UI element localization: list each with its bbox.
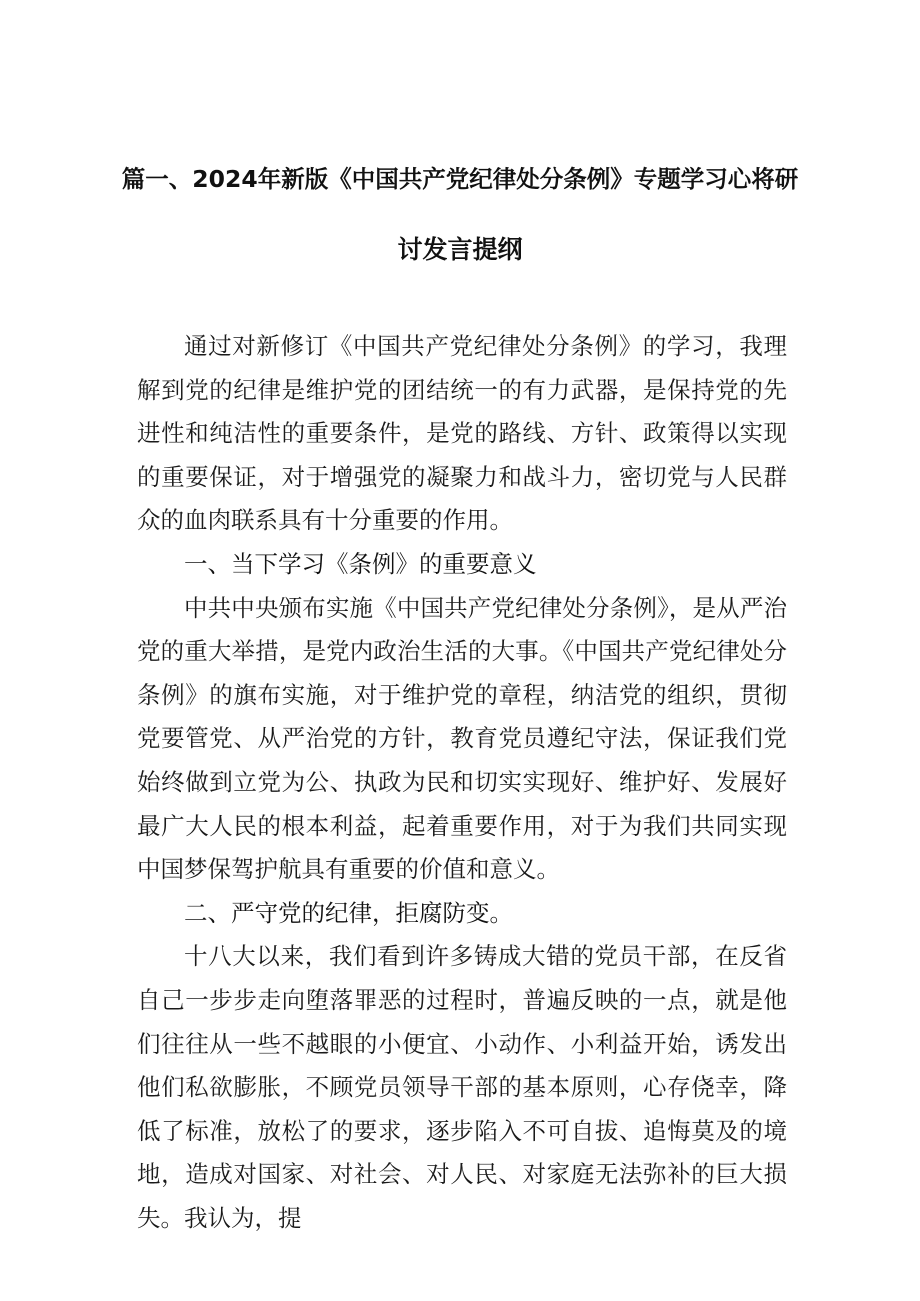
section-heading-1: 一、当下学习《条例》的重要意义 bbox=[184, 549, 537, 578]
section-2-paragraph: 十八大以来，我们看到许多铸成大错的党员干部，在反省自己一步步走向堕落罪恶的过程时，普遍反映的一点，就是他们往往从一些不越眼的小便宜、小动作、小利益开始，诱发出他们私欲膨胀，不顾党员领导干部的基本原则，心存侥幸，降低了标准，放松了的要求，逐步陷入不可自拔、追悔莫及的境地，造成对国家、对社会、对人民、对家庭无法弥补的巨大损失。我认为，提 bbox=[137, 942, 787, 1232]
document-body bbox=[137, 325, 787, 1240]
document-title-line-2: 讨发言提纲 bbox=[397, 235, 523, 264]
section-1-paragraph: 中共中央颁布实施《中国共产党纪律处分条例》，是从严治党的重大举措，是党内政治生活的大事。《中国共产党纪律处分条例》的旗布实施，对于维护党的章程，纳洁党的组织，贯彻党要管党、从严治党的方针，教育党员遵纪守法，保证我们党始终做到立党为公、执政为民和切实实现好、维护好、发展好最广大人民的根本利益，起着重要作用，对于为我们共同实现中国梦保驾护航具有重要的价值和意义。 bbox=[137, 593, 787, 884]
document-title-line-1: 篇一、2024年新版《中国共产党纪律处分条例》专题学习心将研 bbox=[121, 165, 799, 193]
intro-paragraph: 通过对新修订《中国共产党纪律处分条例》的学习，我理解到党的纪律是维护党的团结统一的有力武器，是保持党的先进性和纯洁性的重要条件，是党的路线、方针、政策得以实现的重要保证，对于增强党的凝聚力和战斗力，密切党与人民群众的血肉联系具有十分重要的作用。 bbox=[137, 332, 787, 535]
section-heading-2: 二、严守党的纪律，拒腐防变。 bbox=[184, 898, 513, 927]
